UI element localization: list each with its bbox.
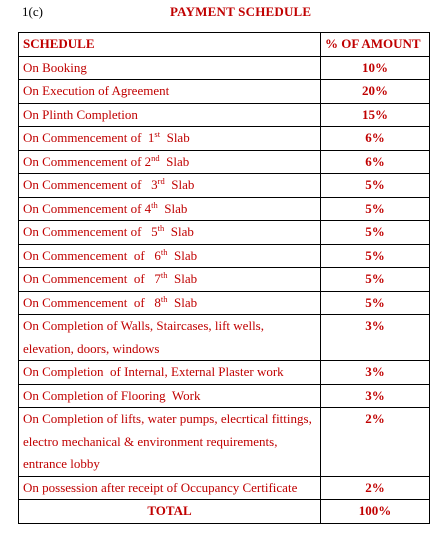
ordinal-suffix: th	[160, 270, 168, 280]
column-header-schedule: SCHEDULE	[19, 33, 321, 57]
schedule-stage-text: On Execution of Agreement	[23, 83, 170, 98]
schedule-stage-line: elevation, doors, windows	[23, 340, 160, 356]
page-title: PAYMENT SCHEDULE	[170, 4, 312, 19]
schedule-stage-text: On Commencement of 3	[23, 177, 158, 192]
table-row	[19, 476, 430, 500]
schedule-stage-text: On Commencement of 4	[23, 200, 152, 216]
schedule-stage-text: On Commencement of 6	[23, 247, 161, 263]
total-label: TOTAL	[19, 500, 321, 524]
schedule-stage	[19, 221, 321, 245]
percent-value: 5%	[321, 244, 430, 268]
schedule-stage-suffix: Slab	[159, 153, 190, 169]
schedule-stage-text: On Commencement of 8	[23, 294, 161, 310]
table-row	[19, 384, 430, 408]
table-row	[19, 80, 430, 104]
percent-value: 3%	[321, 315, 430, 361]
schedule-stage	[19, 150, 321, 174]
schedule-stage	[19, 384, 321, 408]
percent-value: 20%	[321, 80, 430, 104]
schedule-stage	[19, 291, 321, 315]
ordinal-suffix: th	[151, 199, 158, 210]
schedule-stage	[19, 244, 321, 268]
percent-value: 15%	[321, 103, 430, 127]
ordinal-suffix: th	[157, 223, 165, 233]
schedule-stage	[19, 80, 321, 104]
table-row	[19, 127, 430, 151]
total-value: 100%	[321, 500, 430, 524]
schedule-stage-suffix: Slab	[167, 294, 198, 310]
table-row	[19, 408, 430, 477]
schedule-stage-text: On Completion of Flooring Work	[23, 387, 201, 403]
ordinal-suffix: st	[154, 129, 161, 139]
table-header-row	[19, 33, 430, 57]
table-row	[19, 197, 430, 221]
table-row	[19, 315, 430, 361]
schedule-stage	[19, 197, 321, 221]
schedule-stage	[19, 476, 321, 500]
schedule-stage	[19, 361, 321, 385]
percent-value: 5%	[321, 291, 430, 315]
table-row	[19, 150, 430, 174]
schedule-stage-line: entrance lobby	[23, 456, 100, 471]
percent-value: 6%	[321, 127, 430, 151]
table-row	[19, 221, 430, 245]
schedule-stage-suffix: Slab	[164, 177, 195, 192]
table-row	[19, 103, 430, 127]
schedule-stage	[19, 103, 321, 127]
section-reference: 1(c)	[22, 4, 43, 19]
percent-value: 5%	[321, 174, 430, 198]
schedule-stage	[19, 408, 321, 477]
schedule-stage-suffix: Slab	[167, 247, 198, 263]
schedule-stage-line: On Completion of Walls, Staircases, lift wells,	[23, 318, 264, 333]
percent-value: 5%	[321, 197, 430, 221]
schedule-stage	[19, 174, 321, 198]
ordinal-suffix: th	[160, 246, 168, 257]
column-header-percent: % OF AMOUNT	[321, 33, 430, 57]
percent-value: 2%	[321, 408, 430, 477]
percent-value: 3%	[321, 361, 430, 385]
percent-value: 5%	[321, 268, 430, 292]
schedule-stage-line: electro mechanical & environment requirements,	[23, 433, 278, 449]
schedule-stage-suffix: Slab	[157, 200, 188, 216]
schedule-stage-text: On Plinth Completion	[23, 106, 138, 122]
schedule-stage	[19, 315, 321, 361]
schedule-stage-suffix: Slab	[164, 224, 194, 239]
schedule-stage-suffix: Slab	[160, 130, 190, 145]
schedule-stage-text: On Commencement of 7	[23, 271, 161, 286]
schedule-stage-text: On Booking	[23, 59, 87, 75]
ordinal-suffix: rd	[157, 176, 165, 186]
schedule-stage	[19, 56, 321, 80]
schedule-stage-line: On Completion of lifts, water pumps, elecrtical fittings,	[23, 411, 312, 426]
table-row	[19, 174, 430, 198]
schedule-stage-text: On possession after receipt of Occupancy Certificate	[23, 479, 298, 495]
percent-value: 10%	[321, 56, 430, 80]
payment-schedule-table	[18, 32, 430, 524]
schedule-stage	[19, 268, 321, 292]
table-row	[19, 291, 430, 315]
schedule-stage-text: On Commencement of 2	[23, 153, 152, 169]
schedule-stage-text: On Commencement of 1	[23, 130, 155, 145]
total-row	[19, 500, 430, 524]
table-row	[19, 56, 430, 80]
percent-value: 3%	[321, 384, 430, 408]
ordinal-suffix: th	[160, 293, 168, 304]
percent-value: 2%	[321, 476, 430, 500]
table-row	[19, 268, 430, 292]
schedule-stage	[19, 127, 321, 151]
schedule-stage-suffix: Slab	[167, 271, 198, 286]
percent-value: 6%	[321, 150, 430, 174]
percent-value: 5%	[321, 221, 430, 245]
table-row	[19, 244, 430, 268]
ordinal-suffix: nd	[151, 152, 160, 163]
table-row	[19, 361, 430, 385]
schedule-stage-text: On Completion of Internal, External Plaster work	[23, 364, 284, 379]
schedule-stage-text: On Commencement of 5	[23, 224, 158, 239]
